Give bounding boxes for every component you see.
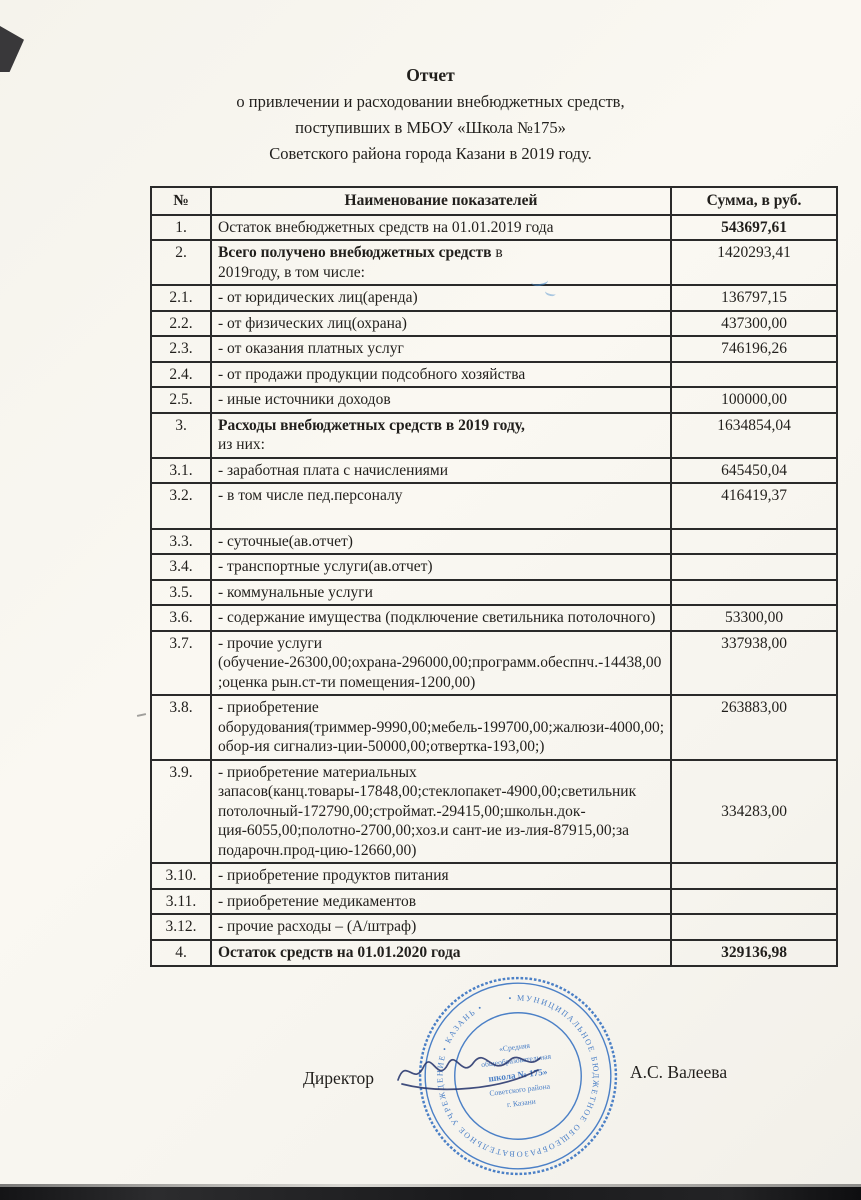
table-row xyxy=(151,215,837,241)
table-row xyxy=(151,940,837,966)
row-name xyxy=(211,240,671,285)
table-row xyxy=(151,631,837,696)
table-row xyxy=(151,362,837,388)
row-number: 3.2. xyxy=(151,483,211,529)
row-sum: 645450,04 xyxy=(671,458,837,484)
row-name xyxy=(211,311,671,337)
row-name xyxy=(211,483,671,529)
row-number: 4. xyxy=(151,940,211,966)
row-name-text: - приобретение продуктов питания xyxy=(218,867,449,885)
row-name-text: - содержание имущества (подключение светильника потолочного) xyxy=(218,609,656,627)
row-name-text: - иные источники доходов xyxy=(218,391,391,409)
row-number: 3.6. xyxy=(151,605,211,631)
row-name-text: Всего получено внебюджетных средств xyxy=(218,244,492,262)
row-number: 3.9. xyxy=(151,760,211,864)
row-number: 3.4. xyxy=(151,554,211,580)
row-name-text: - приобретение оборудования(триммер-9990,00;мебель-199700,00;жалюзи-4000,00;обор-ия сигнализ-ции-50000,00;отвертка-193,00;) xyxy=(218,699,665,756)
scan-artifact-pen-dash xyxy=(137,713,146,717)
row-name-text: - в том числе пед.персоналу xyxy=(218,487,403,505)
row-sum: 100000,00 xyxy=(671,387,837,413)
row-name-text: Остаток внебюджетных средств на 01.01.2019 года xyxy=(218,218,554,236)
row-number: 2.3. xyxy=(151,336,211,362)
row-name-text: - заработная плата с начислениями xyxy=(218,461,448,479)
row-sum: 746196,26 xyxy=(671,336,837,362)
row-name-text: Остаток средств на 01.01.2020 года xyxy=(218,943,461,961)
row-sum: 263883,00 xyxy=(671,695,837,760)
row-sum xyxy=(671,362,837,388)
table-row xyxy=(151,240,837,285)
row-name-text: 2019году, в том числе: xyxy=(218,263,365,281)
stamp-center-line-1: «Средняя xyxy=(498,1040,531,1054)
table-body xyxy=(151,215,837,966)
header-sum: Сумма, в руб. xyxy=(671,187,837,215)
row-name xyxy=(211,914,671,940)
table-row xyxy=(151,695,837,760)
row-sum xyxy=(671,580,837,606)
row-name-text: Расходы внебюджетных средств в 2019 году, xyxy=(218,416,525,434)
row-number: 3.10. xyxy=(151,863,211,889)
row-number: 3. xyxy=(151,413,211,458)
row-name xyxy=(211,695,671,760)
table-row xyxy=(151,458,837,484)
table-row xyxy=(151,285,837,311)
table-row xyxy=(151,554,837,580)
row-name-text: - от юридических лиц(аренда) xyxy=(218,289,418,307)
row-name-text: - прочие услуги (обучение-26300,00;охрана-296000,00;программ.обеспнч.-14438,00;оценка рын.ст-ти помещения-1200,00) xyxy=(218,634,662,691)
row-number: 3.3. xyxy=(151,529,211,555)
row-name-text: - прочие расходы – (А/штраф) xyxy=(218,918,417,936)
row-name-text: из них: xyxy=(218,436,265,454)
row-number: 2.1. xyxy=(151,285,211,311)
table-row xyxy=(151,760,837,864)
table-header xyxy=(151,187,837,215)
row-name xyxy=(211,387,671,413)
row-sum: 416419,37 xyxy=(671,483,837,529)
table-row xyxy=(151,605,837,631)
row-name-text: - транспортные услуги(ав.отчет) xyxy=(218,558,433,576)
row-sum: 329136,98 xyxy=(671,940,837,966)
stamp-center-line-5: г. Казани xyxy=(506,1096,537,1110)
row-number: 2.4. xyxy=(151,362,211,388)
row-sum: 334283,00 xyxy=(671,760,837,864)
row-number: 1. xyxy=(151,215,211,241)
row-number: 3.1. xyxy=(151,458,211,484)
table-row xyxy=(151,580,837,606)
stamp-center-line-2: общеобразовательная xyxy=(480,1051,552,1070)
row-name xyxy=(211,362,671,388)
table-row xyxy=(151,889,837,915)
row-name xyxy=(211,458,671,484)
table-row xyxy=(151,311,837,337)
row-number: 2. xyxy=(151,240,211,285)
report-subtitle-3: Советского района города Казани в 2019 году. xyxy=(269,144,592,163)
report-title: Отчет xyxy=(406,65,455,85)
header-number: № xyxy=(151,187,211,215)
row-name xyxy=(211,215,671,241)
stamp-center-line-4: Советского района xyxy=(488,1081,551,1098)
row-number: 2.2. xyxy=(151,311,211,337)
row-name-text: - приобретение материальных запасов(канц.товары-17848,00;стеклопакет-4900,00;светильник потолочный-172790,00;строймат.-29415,00;школьн.док-ция-6055,00;полотно-2700,00;хоз.и сант-ие из-лия-87915,00;за подарочн.прод-цию-12660,00) xyxy=(218,763,637,859)
row-sum: 543697,61 xyxy=(671,215,837,241)
director-label: Директор xyxy=(303,1068,375,1088)
row-name-text: в xyxy=(491,244,503,262)
row-name xyxy=(211,554,671,580)
row-name-text: - суточные(ав.отчет) xyxy=(218,532,353,550)
table-row xyxy=(151,413,837,458)
row-number: 2.5. xyxy=(151,387,211,413)
row-name xyxy=(211,285,671,311)
row-name-text: - от физических лиц(охрана) xyxy=(218,314,407,332)
row-number: 3.7. xyxy=(151,631,211,696)
row-name-text: - от продажи продукции подсобного хозяйства xyxy=(218,365,526,383)
row-name xyxy=(211,940,671,966)
report-subtitle-1: о привлечении и расходовании внебюджетных средств, xyxy=(236,92,625,111)
row-sum: 437300,00 xyxy=(671,311,837,337)
director-signature xyxy=(392,1048,544,1098)
report-subtitle-2: поступивших в МБОУ «Школа №175» xyxy=(295,118,566,137)
row-sum: 53300,00 xyxy=(671,605,837,631)
row-name-text: - коммунальные услуги xyxy=(218,583,373,601)
header-name: Наименование показателей xyxy=(211,187,671,215)
table-row xyxy=(151,336,837,362)
table-row xyxy=(151,387,837,413)
row-sum xyxy=(671,529,837,555)
row-sum xyxy=(671,914,837,940)
report-header xyxy=(0,62,861,167)
row-number: 3.5. xyxy=(151,580,211,606)
row-sum xyxy=(671,863,837,889)
row-sum: 1634854,04 xyxy=(671,413,837,458)
stamp-center-line-3: школа № 175» xyxy=(487,1066,548,1084)
row-sum xyxy=(671,554,837,580)
row-number: 3.11. xyxy=(151,889,211,915)
row-sum: 136797,15 xyxy=(671,285,837,311)
table-header-row xyxy=(151,187,837,215)
row-name-text: - от оказания платных услуг xyxy=(218,340,404,358)
row-sum: 1420293,41 xyxy=(671,240,837,285)
table-row xyxy=(151,483,837,529)
row-number: 3.12. xyxy=(151,914,211,940)
stamp-ring-text: • МУНИЦИПАЛЬНОЕ БЮДЖЕТНОЕ ОБЩЕОБРАЗОВАТЕЛЬНОЕ УЧРЕЖДЕНИЕ • КАЗАНЬ • xyxy=(435,993,601,1159)
table-row xyxy=(151,863,837,889)
row-sum xyxy=(671,889,837,915)
table-row xyxy=(151,529,837,555)
row-name xyxy=(211,413,671,458)
row-name xyxy=(211,863,671,889)
row-number: 3.8. xyxy=(151,695,211,760)
row-name xyxy=(211,889,671,915)
row-sum: 337938,00 xyxy=(671,631,837,696)
table-row xyxy=(151,914,837,940)
row-name xyxy=(211,529,671,555)
signer-name: А.С. Валеева xyxy=(630,1062,728,1082)
row-name xyxy=(211,580,671,606)
row-name-text: - приобретение медикаментов xyxy=(218,892,417,910)
row-name xyxy=(211,605,671,631)
row-name xyxy=(211,760,671,864)
row-name xyxy=(211,631,671,696)
row-name xyxy=(211,336,671,362)
report-table xyxy=(150,186,838,967)
